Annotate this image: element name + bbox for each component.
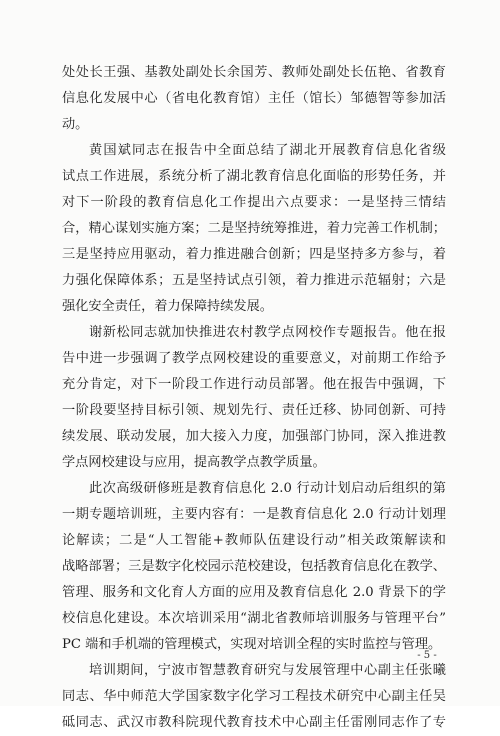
text-line: 对下一阶段的教育信息化工作提出六点要求：一是坚持三情结 [62, 195, 446, 210]
text-line: 动。 [62, 117, 89, 132]
text-line: 处处长王强、基教处副处长余国芳、教师处副处长伍艳、省教育 [62, 65, 446, 80]
paragraph-first-line: 培训期间，宁波市智慧教育研究与发展管理中心副主任张曦 [89, 663, 446, 678]
text-line: 力强化保障体系；五是坚持试点引领，着力推进示范辐射；六是 [62, 273, 446, 288]
text-line: PC 端和手机端的管理模式，实现对培训全程的实时监控与管理。 [62, 637, 442, 652]
text-line: 续发展、联动发展，加大接入力度，加强部门协同，深入推进教 [62, 429, 446, 444]
paragraph-first-line: 黄国斌同志在报告中全面总结了湖北开展教育信息化省级 [89, 143, 446, 158]
text-line: 校信息化建设。本次培训采用“湖北省教师培训服务与管理平台” [62, 611, 446, 626]
text-line: 战略部署；三是数字化校园示范校建设，包括教育信息化在教学、 [62, 559, 446, 574]
text-line: 论解读；二是“人工智能+教师队伍建设行动”相关政策解读和 [62, 533, 446, 548]
text-line: 三是坚持应用驱动，着力推进融合创新；四是坚持多方参与，着 [62, 247, 446, 262]
text-line: 管理、服务和文化育人方面的应用及教育信息化 2.0 背景下的学 [62, 585, 446, 600]
text-line: 信息化发展中心（省电化教育馆）主任（馆长）邹德智等参加活 [62, 91, 446, 106]
text-line: 告中进一步强调了教学点网校建设的重要意义，对前期工作给予 [62, 351, 446, 366]
text-line: 充分肯定，对下一阶段工作进行动员部署。他在报告中强调，下 [62, 377, 446, 392]
paragraph-first-line: 谢新松同志就加快推进农村教学点网校作专题报告。他在报 [89, 325, 446, 340]
text-line: 一期专题培训班，主要内容有：一是教育信息化 2.0 行动计划理 [62, 507, 446, 522]
text-line: 强化安全责任，着力保障持续发展。 [62, 299, 273, 314]
document-body [62, 60, 446, 736]
paragraph-first-line: 此次高级研修班是教育信息化 2.0 行动计划启动后组织的第 [89, 481, 446, 496]
text-line: 学点网校建设与应用，提高教学点教学质量。 [62, 455, 326, 470]
text-line: 合，精心谋划实施方案；二是坚持统筹推进，着力完善工作机制； [62, 221, 446, 236]
text-line: 同志、华中师范大学国家数字化学习工程技术研究中心副主任吴 [62, 689, 446, 704]
text-line: 砥同志、武汉市教科院现代教育技术中心副主任雷刚同志作了专 [62, 715, 446, 730]
page-number: - 5 - [417, 650, 437, 661]
text-line: 试点工作进展，系统分析了湖北教育信息化面临的形势任务，并 [62, 169, 446, 184]
text-line: 一阶段要坚持目标引领、规划先行、责任迁移、协同创新、可持 [62, 403, 446, 418]
